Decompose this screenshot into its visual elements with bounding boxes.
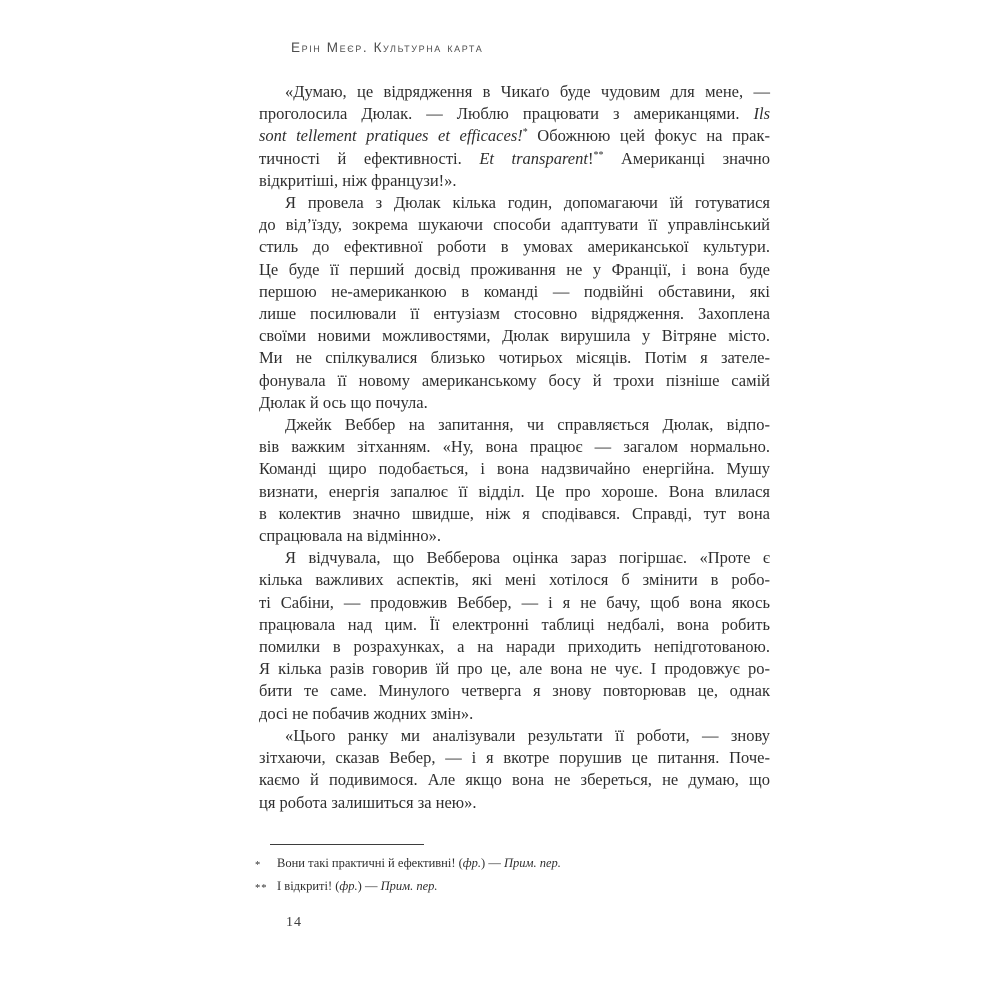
paragraph	[259, 547, 770, 725]
italic-text: фр.	[462, 856, 482, 870]
paragraph	[259, 81, 770, 192]
text-line: бити те саме. Минулого четверга я знову повторював це, однак	[259, 681, 770, 701]
text-line: до від’їзду, зокрема шукаючи способи адаптувати її управлінський	[259, 215, 770, 235]
text-line: тичності й ефективності. Et transparent!** Американці значно	[259, 148, 771, 168]
page-number: 14	[286, 915, 302, 930]
footnote-marker: *	[255, 860, 262, 871]
text-line: Ми не спілкувалися близько чотирьох місяців. Потім я зателе-	[259, 348, 770, 368]
text-line: Я провела з Дюлак кілька годин, допомагаючи їй готуватися	[285, 193, 770, 213]
text-line: Це буде її перший досвід проживання не у Франції, і вона буде	[259, 259, 770, 279]
text-line: досі не побачив жодних змін».	[259, 703, 474, 723]
text-line: кілька важливих аспектів, які мені хотілося б змінити в робо-	[259, 570, 770, 590]
running-header: Ерін Меєр. Культурна карта	[291, 40, 484, 55]
text-line: Команді щиро подобається, і вона надзвичайно енергійна. Мушу	[259, 459, 770, 479]
footnote	[255, 876, 770, 899]
italic-text: Et transparent	[479, 148, 588, 168]
text-line: своїми новими можливостями, Дюлак вирушила у Вітряне місто.	[259, 326, 770, 346]
footnotes	[255, 853, 770, 899]
italic-text: Прим. пер.	[380, 879, 438, 893]
text-line: відкритіші, ніж французи!».	[259, 170, 457, 190]
paragraph	[259, 414, 770, 547]
footnote	[255, 853, 770, 876]
italic-text: Прим. пер.	[503, 856, 561, 870]
text-line: проголосила Дюлак. — Люблю працювати з американцями. Ils	[259, 104, 770, 124]
text-line: фонувала її новому американському босу й трохи пізніше самій	[259, 370, 770, 390]
italic-text: Ils	[753, 104, 770, 124]
text-line: працювала над цим. Її електронні таблиці недбалі, вона робить	[259, 614, 770, 634]
text-line: зітхаючи, сказав Вебер, — і я вкотре порушив це питання. Поче-	[259, 748, 770, 768]
text-line: Дюлак й ось що почула.	[259, 392, 428, 412]
paragraph	[259, 725, 770, 814]
text-line: «Цього ранку ми аналізували результати її роботи, — знову	[285, 725, 770, 745]
text-line: лише посилювали її ентузіазм стосовно відрядження. Захоплена	[259, 304, 770, 324]
text-line: «Думаю, це відрядження в Чикаґо буде чудовим для мене, —	[285, 82, 770, 101]
text-line: спрацювала на відмінно».	[259, 526, 441, 546]
text-line: Я відчувала, що Вебберова оцінка зараз погіршає. «Проте є	[285, 548, 770, 568]
text-line: каємо й подивимося. Але якщо вона не збереться, не думаю, що	[259, 770, 770, 790]
text-line: вів важким зітханням. «Ну, вона працює — загалом нормально.	[259, 437, 770, 457]
paragraph	[259, 192, 770, 414]
footnote-marker-ref: **	[593, 149, 604, 161]
text-line: визнати, енергія запалює її відділ. Це про хороше. Вона влилася	[259, 481, 770, 501]
text-line: в колектив значно швидше, ніж я сподівався. Справді, тут вона	[259, 503, 770, 523]
text-line: помилки в розрахунках, а на наради приходить непідготованою.	[259, 637, 770, 657]
footnote-divider	[270, 844, 424, 845]
text-line: ті Сабіни, — продовжив Веббер, — і я не бачу, щоб вона якось	[259, 592, 770, 612]
text-line: sont tellement pratiques et efficaces!* Обожнюю цей фокус на прак-	[259, 126, 770, 146]
footnote-marker: **	[255, 883, 268, 894]
text-line: стиль до ефективної роботи в умовах американської культури.	[259, 237, 770, 257]
footnote-text: Вони такі практичні й ефективні! (фр.) — Прим. пер.	[277, 856, 561, 870]
footnote-marker-ref: *	[522, 127, 528, 139]
body-text	[259, 81, 770, 814]
italic-text: фр.	[339, 879, 358, 893]
text-line: Джейк Веббер на запитання, чи справляється Дюлак, відпо-	[285, 415, 770, 435]
text-line: Я кілька разів говорив їй про це, але вона не чує. І продовжує ро-	[259, 659, 770, 679]
footnote-text: І відкриті! (фр.) — Прим. пер.	[277, 879, 438, 893]
text-line: першою не-американкою в команді — подвійні обставини, які	[259, 281, 770, 301]
text-line: ця робота залишиться за нею».	[259, 792, 477, 812]
italic-text: sont tellement pratiques et efficaces!	[259, 126, 523, 146]
